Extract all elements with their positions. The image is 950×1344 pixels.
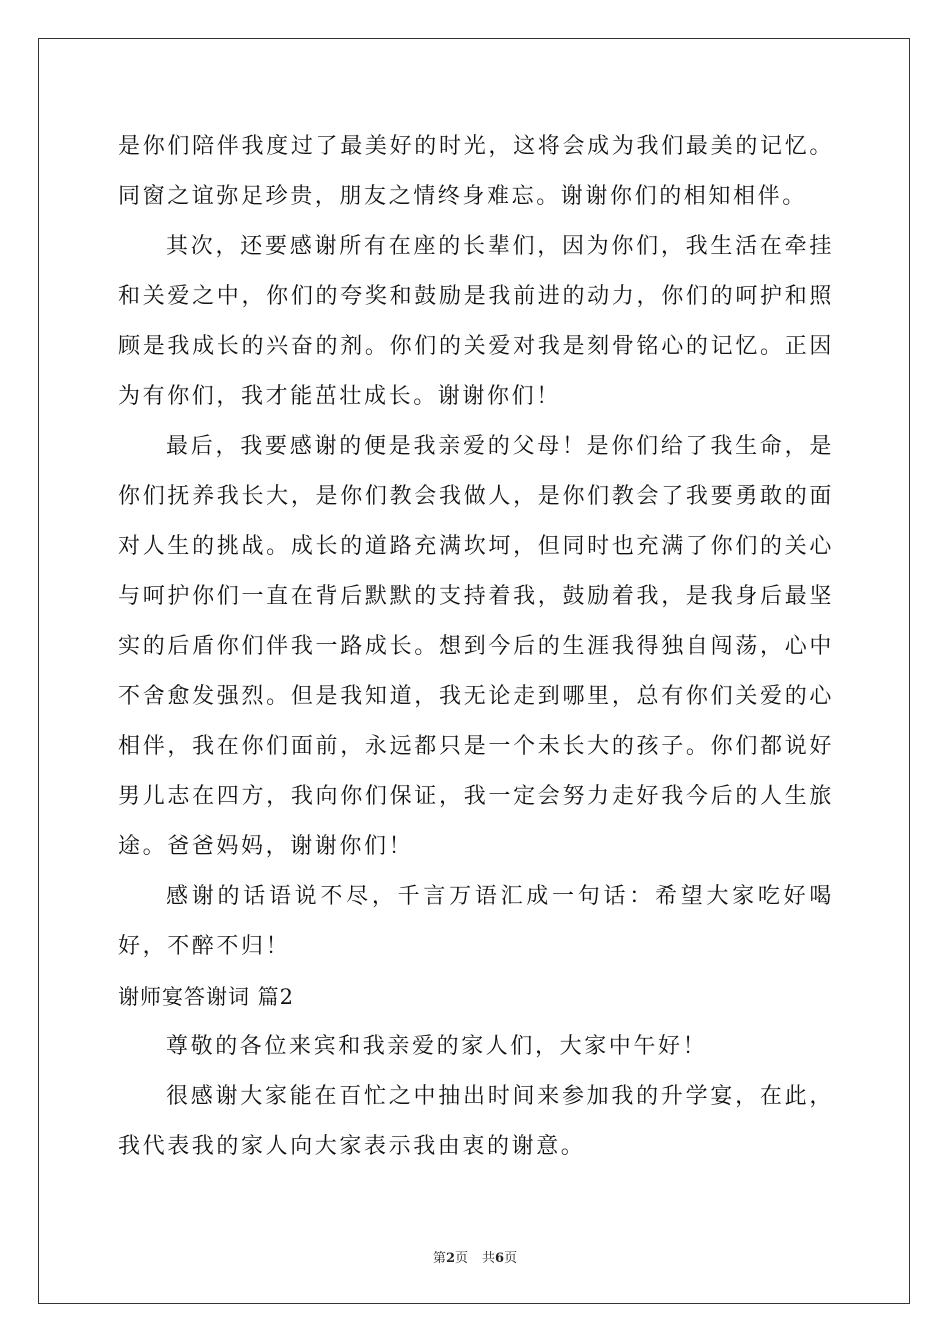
section-heading: 谢师宴答谢词 篇2 (118, 985, 295, 1009)
paragraph-3: 最后，我要感谢的便是我亲爱的父母！是你们给了我生命，是你们抚养我长大，是你们教会我做人，是你们教会了我要勇敢的面对人生的挑战。成长的道路充满坎坷，但同时也充满了你们的关心与呵护你们一直在背后默默的支持着我，鼓励着我，是我身后最坚实的后盾你们伴我一路成长。想到今后的生涯我得独自闯荡，心中不舍愈发强烈。但是我知道，我无论走到哪里，总有你们关爱的心相伴，我在你们面前，永远都只是一个未长大的孩子。你们都说好男儿志在四方，我向你们保证，我一定会努力走好我今后的人生旅途。爸爸妈妈，谢谢你们！ (118, 434, 834, 859)
paragraph-5: 尊敬的各位来宾和我亲爱的家人们，大家中午好！ (166, 1034, 708, 1059)
page-prefix: 第 (432, 1251, 446, 1266)
paragraph-2: 其次，还要感谢所有在座的长辈们，因为你们，我生活在牵挂和关爱之中，你们的夸奖和鼓励是我前进的动力，你们的呵护和照顾是我成长的兴奋的剂。你们的关爱对我是刻骨铭心的记忆。正因为有你们，我才能茁壮成长。谢谢你们！ (118, 234, 834, 409)
document-body (118, 122, 834, 1172)
page-footer (0, 1247, 950, 1266)
paragraph-4: 感谢的话语说不尽，千言万语汇成一句话：希望大家吃好喝好，不醉不归！ (118, 884, 834, 959)
total-suffix: 页 (504, 1251, 518, 1266)
paragraph-6: 很感谢大家能在百忙之中抽出时间来参加我的升学宴，在此，我代表我的家人向大家表示我由衷的谢意。 (118, 1084, 834, 1159)
page-suffix: 页 (454, 1251, 468, 1266)
total-pages: 6 (495, 1251, 505, 1266)
paragraph-1: 是你们陪伴我度过了最美好的时光，这将会成为我们最美的记忆。同窗之谊弥足珍贵，朋友之情终身难忘。谢谢你们的相知相伴。 (118, 134, 834, 209)
page-number: 2 (445, 1251, 455, 1266)
total-prefix: 共 (482, 1251, 496, 1266)
